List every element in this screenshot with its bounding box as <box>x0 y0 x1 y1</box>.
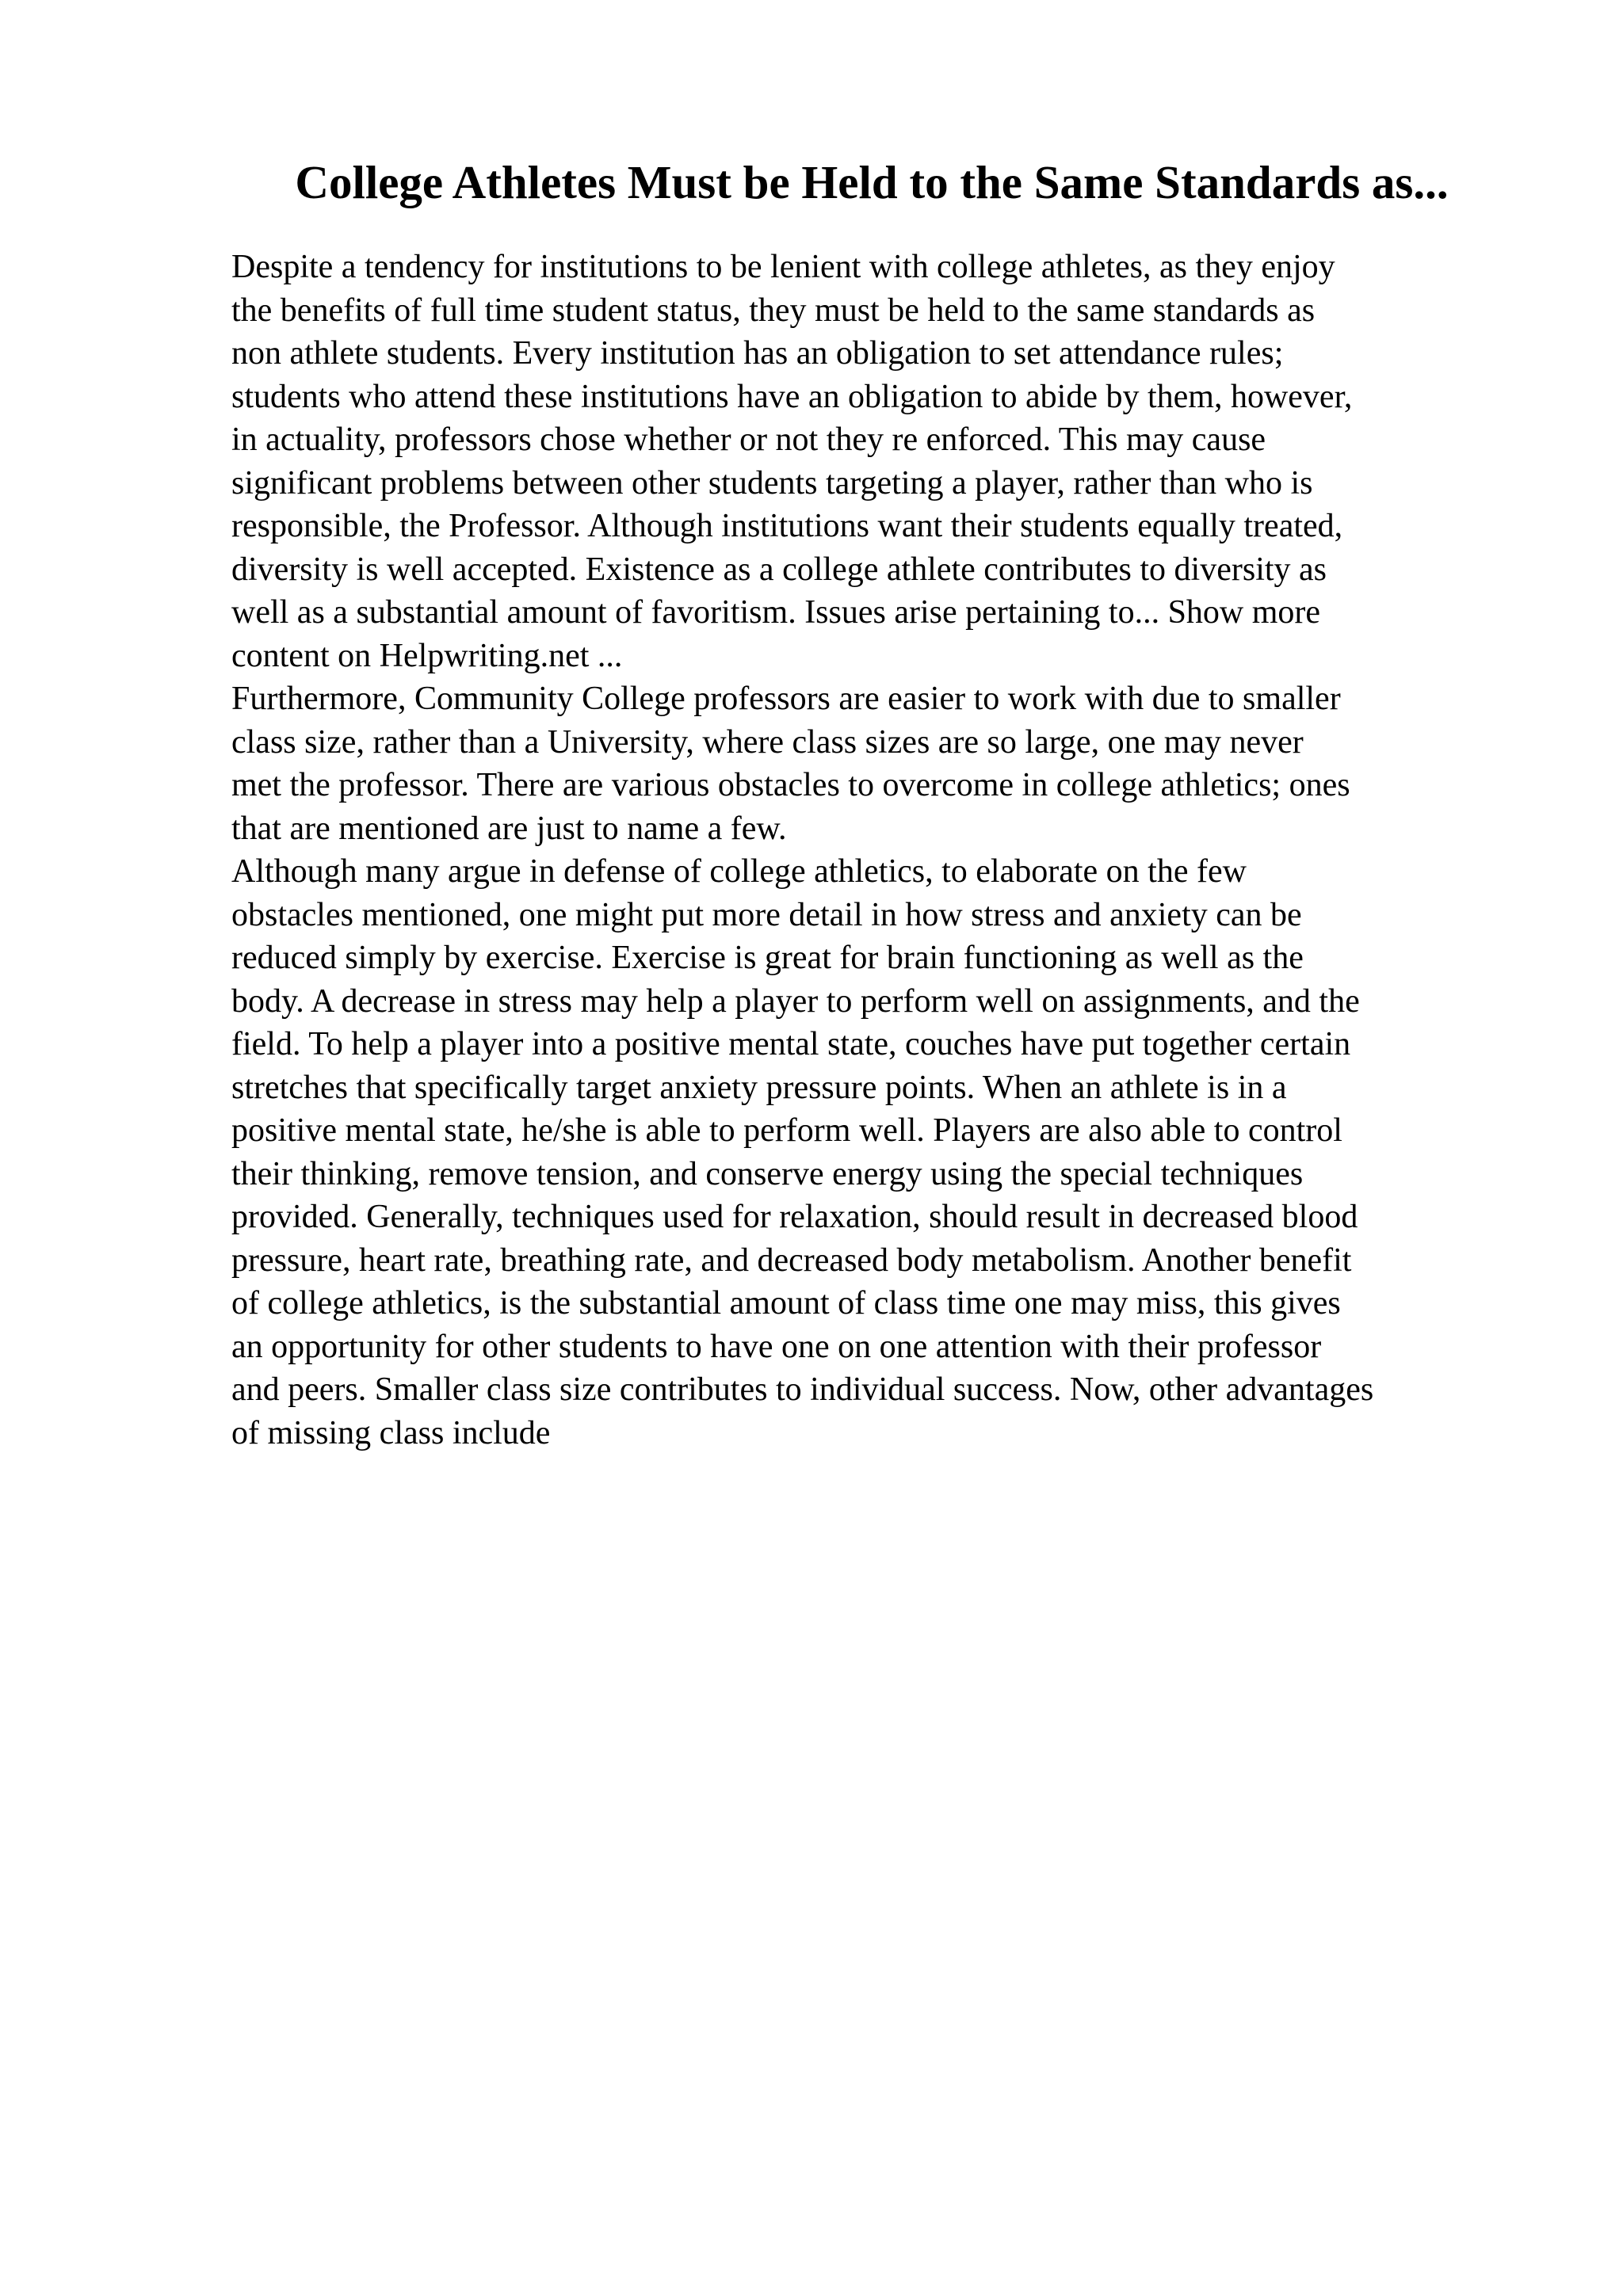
body-line: significant problems between other students targeting a player, rather than who is <box>231 464 1313 502</box>
body-line: stretches that specifically target anxiety pressure points. When an athlete is in a <box>231 1069 1287 1106</box>
body-line: reduced simply by exercise. Exercise is great for brain functioning as well as the <box>231 940 1304 976</box>
body-line: met the professor. There are various obstacles to overcome in college athletics; ones <box>231 767 1350 803</box>
body-line: body. A decrease in stress may help a player to perform well on assignments, and the <box>231 982 1360 1020</box>
body-line: responsible, the Professor. Although institutions want their students equally treated, <box>231 508 1343 544</box>
body-line: pressure, heart rate, breathing rate, and decreased body metabolism. Another benefit <box>231 1241 1352 1279</box>
body-line: non athlete students. Every institution has an obligation to set attendance rules; <box>231 335 1284 372</box>
body-line: field. To help a player into a positive mental state, couches have put together certain <box>231 1026 1351 1062</box>
body-line: Furthermore, Community College professors are easier to work with due to smaller <box>231 681 1341 717</box>
body-line: their thinking, remove tension, and conserve energy using the special techniques <box>231 1155 1304 1192</box>
body-line: of missing class include <box>231 1414 551 1451</box>
body-line: students who attend these institutions have an obligation to abide by them, however, <box>231 378 1353 415</box>
document-title: College Athletes Must be Held to the Same Standards as... <box>295 156 1449 208</box>
body-line: content on Helpwriting.net ... <box>231 637 623 674</box>
body-line: Despite a tendency for institutions to be lenient with college athletes, as they enjoy <box>231 249 1335 285</box>
body-line: of college athletics, is the substantial amount of class time one may miss, this gives <box>231 1285 1341 1322</box>
body-line: Although many argue in defense of college athletics, to elaborate on the few <box>231 853 1247 890</box>
body-line: well as a substantial amount of favoritism. Issues arise pertaining to... Show more <box>231 594 1321 631</box>
body-line: diversity is well accepted. Existence as a college athlete contributes to diversity as <box>231 551 1327 588</box>
body-line: in actuality, professors chose whether or not they re enforced. This may cause <box>231 421 1266 458</box>
body-line: and peers. Smaller class size contributes to individual success. Now, other advantages <box>231 1371 1374 1408</box>
body-line: positive mental state, he/she is able to perform well. Players are also able to control <box>231 1112 1342 1149</box>
body-line: provided. Generally, techniques used for relaxation, should result in decreased blood <box>231 1199 1358 1235</box>
body-line: that are mentioned are just to name a few. <box>231 810 787 847</box>
document-body <box>231 246 1579 1455</box>
body-line: an opportunity for other students to have one on one attention with their professor <box>231 1328 1322 1365</box>
body-line: class size, rather than a University, where class sizes are so large, one may never <box>231 723 1304 761</box>
body-line: the benefits of full time student status, they must be held to the same standards as <box>231 292 1316 329</box>
body-line: obstacles mentioned, one might put more detail in how stress and anxiety can be <box>231 896 1302 933</box>
